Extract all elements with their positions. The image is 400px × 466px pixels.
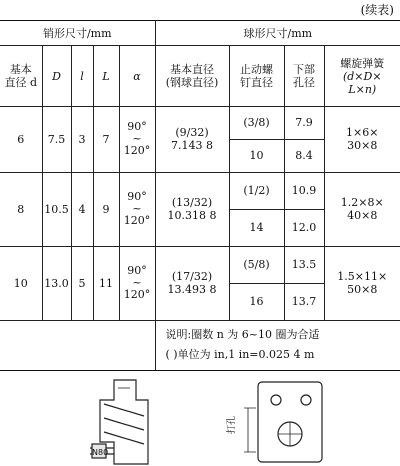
row1-hole-a: 7.9 (284, 107, 324, 140)
row1-ball: (9/32) 7.143 8 (155, 107, 229, 172)
col-header-ball-dia: 基本直径 (钢球直径) (155, 46, 229, 107)
col-header-D: D (42, 46, 71, 107)
row2-hole-b: 12.0 (284, 209, 324, 246)
col-header-l: l (71, 46, 93, 107)
col-header-bottom-hole: 下部 孔径 (284, 46, 324, 107)
row3-alpha: 90° ~ 120° (119, 246, 155, 320)
row2-L: 9 (93, 172, 119, 246)
row2-hole-a: 10.9 (284, 172, 324, 209)
row3-screw-b: 16 (229, 283, 284, 320)
row2-screw-b: 14 (229, 209, 284, 246)
row3-l: 5 (71, 246, 93, 320)
row2-D: 10.5 (42, 172, 71, 246)
row2-ball: (13/32) 10.318 8 (155, 172, 229, 246)
row2-spring: 1.2×8× 40×8 (324, 172, 400, 246)
col-header-d: 基本 直径 d (0, 46, 42, 107)
row1-alpha: 90° ~ 120° (119, 107, 155, 172)
row3-d: 10 (0, 246, 42, 320)
right-figure-label: 打孔 (227, 415, 237, 434)
col-header-L: L (93, 46, 119, 107)
col-header-alpha: α (119, 46, 155, 107)
row3-hole-a: 13.5 (284, 246, 324, 283)
note-blank (0, 320, 155, 370)
row3-ball: (17/32) 13.493 8 (155, 246, 229, 320)
continued-label: (续表) (360, 3, 394, 17)
dimension-table (0, 20, 400, 371)
row2-alpha: 90° ~ 120° (119, 172, 155, 246)
pin-group-header: 销形尺寸/mm (0, 21, 155, 46)
row1-hole-b: 8.4 (284, 139, 324, 172)
row2-d: 8 (0, 172, 42, 246)
row3-screw-a: (5/8) (229, 246, 284, 283)
ball-detent-figure (220, 378, 340, 466)
row1-l: 3 (71, 107, 93, 172)
row3-L: 11 (93, 246, 119, 320)
row1-screw-a: (3/8) (229, 107, 284, 140)
row1-L: 7 (93, 107, 119, 172)
col-header-stop-screw: 止动螺 钉直径 (229, 46, 284, 107)
row1-screw-b: 10 (229, 139, 284, 172)
row2-l: 4 (71, 172, 93, 246)
row3-D: 13.0 (42, 246, 71, 320)
row1-D: 7.5 (42, 107, 71, 172)
row3-hole-b: 13.7 (284, 283, 324, 320)
row2-screw-a: (1/2) (229, 172, 284, 209)
row3-spring: 1.5×11× 50×8 (324, 246, 400, 320)
left-figure-label: N80 (92, 448, 109, 457)
row1-d: 6 (0, 107, 42, 172)
row1-spring: 1×6× 30×8 (324, 107, 400, 172)
pin-detent-figure (70, 378, 180, 466)
note-cell: 说明:圈数 n 为 6~10 圈为合适 ( )单位为 in,1 in=0.025 4 m (155, 320, 400, 370)
ball-group-header: 球形尺寸/mm (155, 21, 400, 46)
col-header-spring: 螺旋弹簧 (d×D× L×n) (324, 46, 400, 107)
